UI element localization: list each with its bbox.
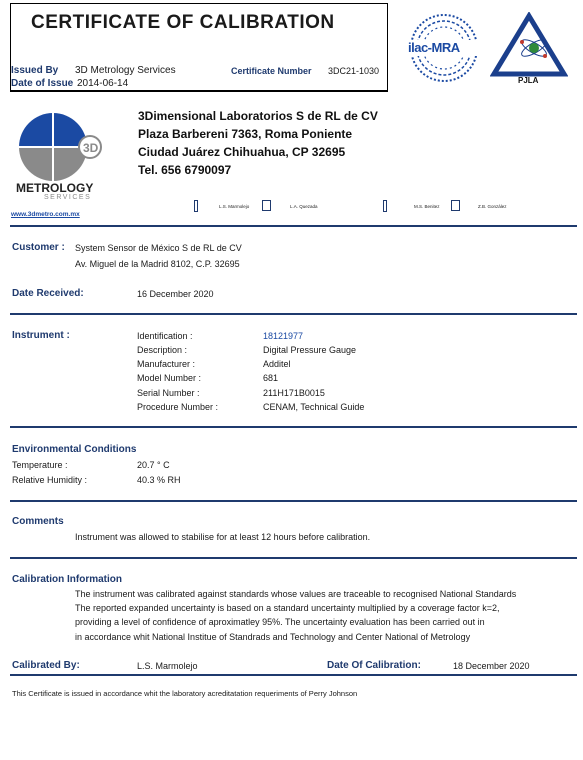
calibration-info-line: The reported expanded uncertainty is based on a standard uncertainty multiplied by a coverage factor k=2,	[75, 603, 500, 613]
certificate-number-label: Certificate Number	[231, 66, 312, 76]
signatory-name: L.S. Marmolejo	[219, 204, 250, 209]
date-of-issue-value: 2014-06-14	[77, 78, 129, 89]
svg-text:3D: 3D	[83, 141, 99, 155]
temperature-label: Temperature :	[12, 460, 68, 470]
customer-label: Customer :	[12, 242, 65, 253]
section-divider	[10, 426, 577, 428]
environment-label: Environmental Conditions	[12, 444, 137, 455]
instrument-field-label: Procedure Number :	[137, 402, 219, 412]
section-divider	[10, 500, 577, 502]
certificate-title: CERTIFICATE OF CALIBRATION	[31, 12, 335, 33]
customer-address: Av. Miguel de la Madrid 8102, C.P. 32695	[75, 259, 240, 269]
lab-address-2: Ciudad Juárez Chihuahua, CP 32695	[138, 145, 346, 159]
temperature-value: 20.7 ° C	[137, 460, 170, 470]
comments-label: Comments	[12, 516, 64, 527]
section-divider	[10, 313, 577, 315]
instrument-label: Instrument :	[12, 330, 70, 341]
manufacturer-value: Additel	[263, 359, 291, 369]
metrology-logo	[10, 107, 105, 187]
signature-box	[451, 200, 460, 211]
metrology-circle-icon	[10, 107, 105, 187]
signature-box	[262, 200, 271, 211]
title-box	[10, 3, 388, 92]
calibration-info-line: providing a level of confidence of aproximatley 95%. The uncertainty evaluation has been carried out in	[75, 617, 485, 627]
pjla-logo	[490, 12, 568, 88]
customer-name: System Sensor de México S de RL de CV	[75, 243, 242, 253]
date-of-issue-label: Date of Issue	[11, 78, 74, 89]
humidity-label: Relative Humidity :	[12, 475, 88, 485]
instrument-field-label: Model Number :	[137, 373, 202, 383]
identification-value: 18121977	[263, 331, 304, 341]
lab-phone: Tel. 656 6790097	[138, 163, 232, 177]
lab-address-1: Plaza Barbereni 7363, Roma Poniente	[138, 127, 353, 141]
issued-by-label: Issued By	[11, 65, 59, 76]
instrument-field-label: Serial Number :	[137, 388, 200, 398]
accreditation-statement: This Certificate is issued in accordance whit the laboratory acreditatation requeriments of Perry Johnson	[12, 689, 358, 698]
calibrated-by-value: L.S. Marmolejo	[137, 661, 198, 671]
comments-text: Instrument was allowed to stabilise for at least 12 hours before calibration.	[75, 532, 371, 542]
section-divider	[10, 557, 577, 559]
signatory-name: M.S. Benitez	[414, 204, 440, 209]
signatory-name: L.A. Quezada	[290, 204, 318, 209]
section-divider	[10, 674, 577, 676]
ilac-mra-logo	[404, 12, 484, 84]
calibration-info-line: The instrument was calibrated against standards whose values are traceable to recognised National Standards	[75, 589, 517, 599]
description-value: Digital Pressure Gauge	[263, 345, 357, 355]
signature-mark	[194, 200, 198, 212]
date-received-label: Date Received:	[12, 288, 84, 299]
date-received-value: 16 December 2020	[137, 289, 214, 299]
pjla-logo-text: PJLA	[518, 76, 539, 85]
issued-by-value: 3D Metrology Services	[75, 65, 176, 76]
section-divider	[10, 225, 577, 227]
logo-subtitle: SERVICES	[44, 194, 92, 201]
logo-title: METROLOGY	[16, 181, 94, 195]
humidity-value: 40.3 % RH	[137, 475, 181, 485]
instrument-field-label: Identification :	[137, 331, 193, 341]
certificate-number-value: 3DC21-1030	[328, 66, 380, 76]
ilac-logo-text: ilac-MRA	[408, 40, 460, 55]
date-of-calibration-value: 18 December 2020	[453, 661, 530, 671]
serial-number-value: 211H171B0015	[263, 388, 325, 398]
calibration-info-line: in accordance whit National Institue of Standrads and Technology and Center National of Metrology	[75, 632, 471, 642]
date-of-calibration-label: Date Of Calibration:	[327, 660, 421, 671]
calibration-info-label: Calibration Information	[12, 574, 122, 585]
lab-name: 3Dimensional Laboratorios S de RL de CV	[138, 109, 378, 123]
procedure-number-value: CENAM, Technical Guide	[263, 402, 365, 412]
calibrated-by-label: Calibrated By:	[12, 660, 80, 671]
signatory-name: Z.B. González	[478, 204, 507, 209]
instrument-field-label: Description :	[137, 345, 188, 355]
instrument-field-label: Manufacturer :	[137, 359, 196, 369]
website-link[interactable]: www.3dmetro.com.mx	[11, 211, 80, 218]
model-number-value: 681	[263, 373, 279, 383]
signature-mark	[383, 200, 387, 212]
